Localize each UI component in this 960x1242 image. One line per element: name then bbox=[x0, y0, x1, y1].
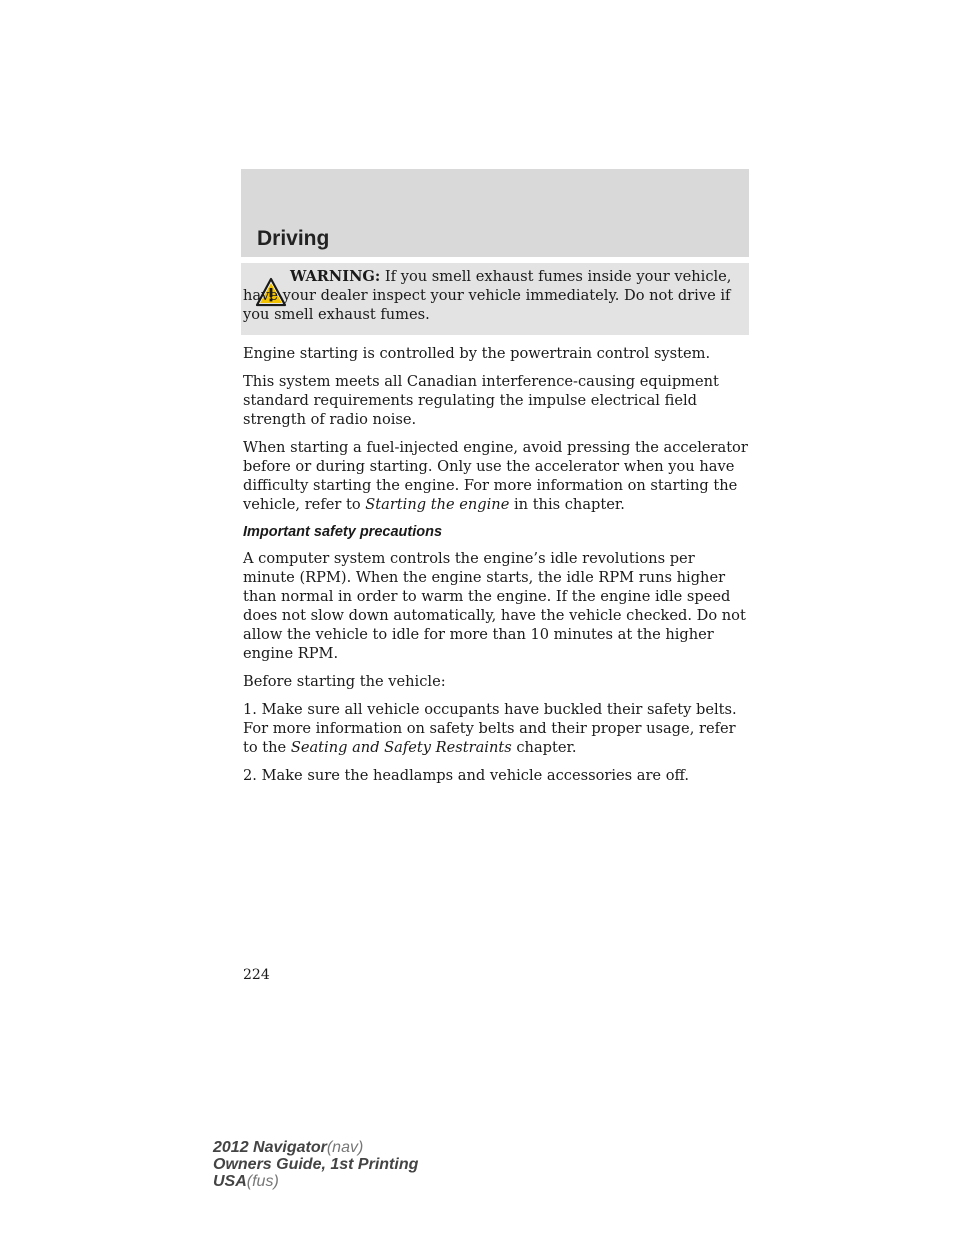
paragraph-fuel-injected bbox=[243, 438, 749, 514]
page-number: 224 bbox=[243, 967, 270, 983]
paragraph-before-starting: Before starting the vehicle: bbox=[243, 673, 446, 690]
paragraph-idle-rpm: A computer system controls the engine’s idle revolutions per minute (RPM). When the engine starts, the idle RPM runs higher than normal in order to warm the engine. If the engine idle speed does not slow down automatically, have the vehicle checked. Do not allow the vehicle to idle for more than 10 minutes at the higher engine RPM. bbox=[243, 550, 746, 662]
step-1-text: 1. Make sure all vehicle occupants have buckled their safety belts. For more information on safety belts and their proper usage, refer to the bbox=[243, 701, 737, 756]
step-1-tail: chapter. bbox=[511, 739, 577, 756]
paragraph-fuel-injected-text: When starting a fuel-injected engine, avoid pressing the accelerator before or during starting. Only use the accelerator when you have difficulty starting the engine. For more information on starting the vehicle, refer to bbox=[243, 439, 748, 513]
main-content bbox=[243, 344, 749, 794]
warning-text bbox=[243, 267, 741, 324]
warning-box bbox=[241, 263, 749, 335]
footer-line-2 bbox=[213, 1156, 418, 1173]
starting-the-engine-reference: Starting the engine bbox=[365, 496, 510, 513]
footer-model: 2012 Navigator bbox=[213, 1139, 327, 1156]
footer-model-code: (nav) bbox=[326, 1139, 364, 1156]
paragraph-powertrain: Engine starting is controlled by the powertrain control system. bbox=[243, 345, 711, 362]
warning-message: If you smell exhaust fumes inside your vehicle, have your dealer inspect your vehicle immediately. Do not drive if you smell exhaust fumes. bbox=[243, 268, 732, 323]
paragraph-fuel-injected-tail: in this chapter. bbox=[509, 496, 625, 513]
seating-restraints-reference: Seating and Safety Restraints bbox=[290, 739, 512, 756]
footer-market-code: (fus) bbox=[246, 1173, 279, 1190]
footer-line-1 bbox=[213, 1139, 418, 1156]
step-2-headlamps: 2. Make sure the headlamps and vehicle accessories are off. bbox=[243, 767, 689, 784]
warning-label: WARNING: bbox=[290, 268, 381, 285]
step-1-safety-belts bbox=[243, 700, 749, 757]
paragraph-canadian-standard: This system meets all Canadian interference-causing equipment standard requirements regulating the impulse electrical field strength of radio noise. bbox=[243, 373, 719, 428]
section-title: Driving bbox=[257, 227, 330, 250]
subheading-safety-precautions: Important safety precautions bbox=[243, 524, 443, 540]
section-header bbox=[241, 169, 749, 257]
document-footer bbox=[213, 1139, 418, 1190]
footer-market: USA bbox=[213, 1173, 247, 1190]
footer-edition: Owners Guide, 1st Printing bbox=[213, 1156, 419, 1173]
footer-line-3 bbox=[213, 1173, 418, 1190]
